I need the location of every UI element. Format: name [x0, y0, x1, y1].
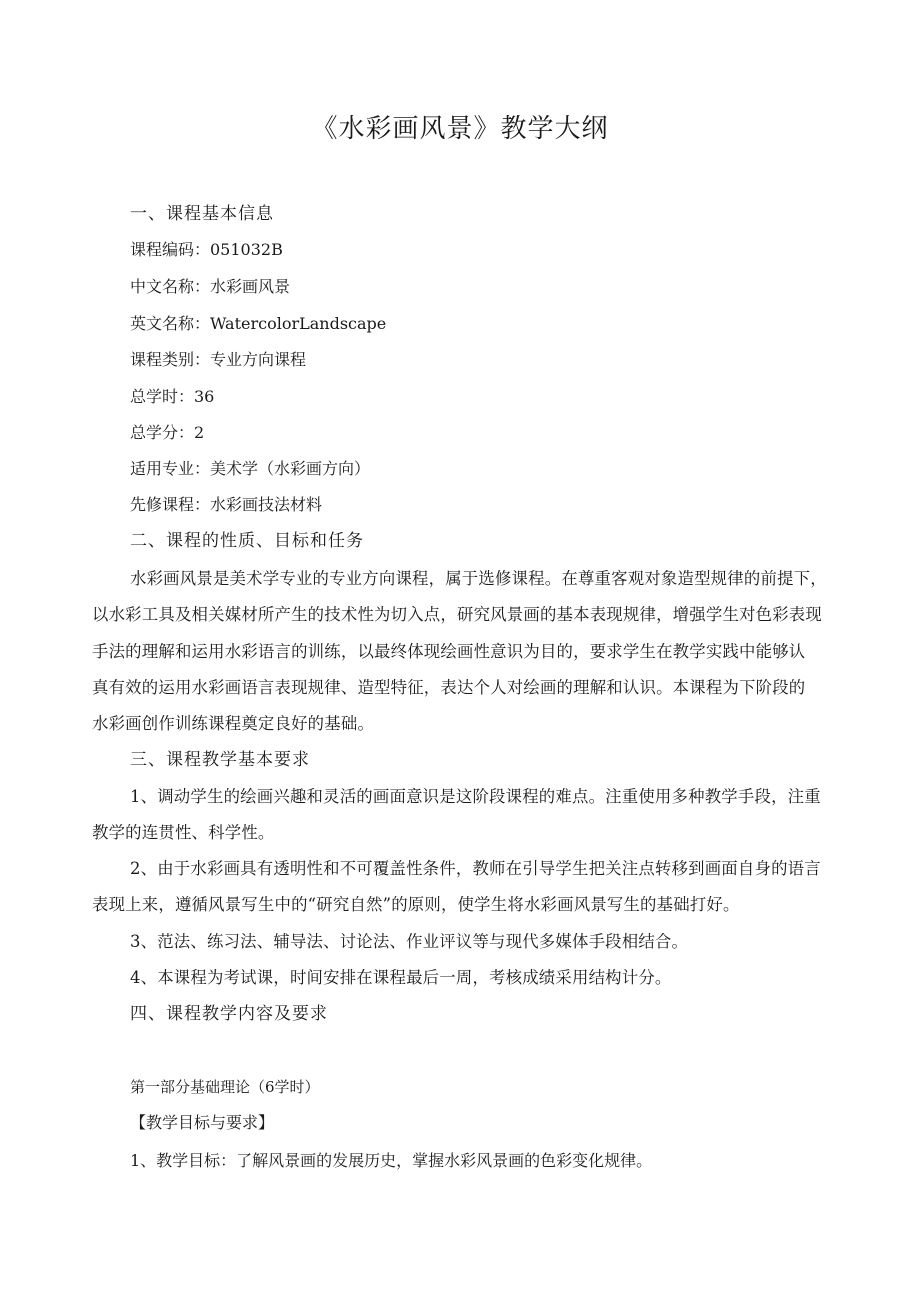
field-english-name: 英文名称：WatercolorLandscape [130, 314, 387, 333]
section-heading-basic-info: 一、课程基本信息 [130, 204, 274, 224]
paragraph-line: 水彩画风景是美术学专业的专业方向课程，属于选修课程。在尊重客观对象造型规律的前提下， [130, 569, 827, 588]
requirement-line: 3、范法、练习法、辅导法、讨论法、作业评议等与现代多媒体手段相结合。 [130, 932, 689, 951]
field-course-code: 课程编码：051032B [130, 240, 283, 259]
requirement-line: 2、由于水彩画具有透明性和不可覆盖性条件，教师在引导学生把关注点转移到画面自身的语言 [130, 859, 821, 878]
paragraph-line: 以水彩工具及相关媒材所产生的技术性为切入点，研究风景画的基本表现规律，增强学生对色彩表现 [92, 605, 822, 624]
paragraph-line: 水彩画创作训练课程奠定良好的基础。 [92, 714, 375, 733]
field-course-category: 课程类别：专业方向课程 [130, 350, 307, 369]
field-total-hours: 总学时：36 [130, 387, 215, 406]
field-applicable-major: 适用专业：美术学（水彩画方向） [130, 459, 371, 478]
section-heading-requirements: 三、课程教学基本要求 [130, 750, 310, 770]
part-one-heading: 第一部分基础理论（6学时） [130, 1078, 320, 1096]
requirement-line: 1、调动学生的绘画兴趣和灵活的画面意识是这阶段课程的难点。注重使用多种教学手段，注重 [130, 787, 821, 806]
field-prerequisite: 先修课程：水彩画技法材料 [130, 495, 323, 514]
section-heading-nature-goals: 二、课程的性质、目标和任务 [130, 531, 364, 551]
document-title: 《水彩画风景》教学大纲 [311, 114, 609, 144]
paragraph-line: 真有效的运用水彩画语言表现规律、造型特征，表达个人对绘画的理解和认识。本课程为下阶段的 [92, 678, 806, 697]
field-chinese-name: 中文名称：水彩画风景 [130, 277, 291, 296]
requirement-line: 4、本课程为考试课，时间安排在课程最后一周，考核成绩采用结构计分。 [130, 968, 672, 987]
section-heading-content: 四、课程教学内容及要求 [130, 1004, 328, 1024]
goal-line: 1、教学目标：了解风景画的发展历史，掌握水彩风景画的色彩变化规律。 [130, 1151, 653, 1170]
paragraph-line: 手法的理解和运用水彩语言的训练，以最终体现绘画性意识为目的，要求学生在教学实践中能够认 [92, 642, 806, 661]
goal-heading: 【教学目标与要求】 [130, 1113, 275, 1132]
requirement-line: 教学的连贯性、科学性。 [92, 823, 275, 842]
field-total-credits: 总学分：2 [130, 423, 205, 442]
requirement-line: 表现上来，遵循风景写生中的“研究自然”的原则，使学生将水彩画风景写生的基础打好。 [92, 895, 740, 914]
